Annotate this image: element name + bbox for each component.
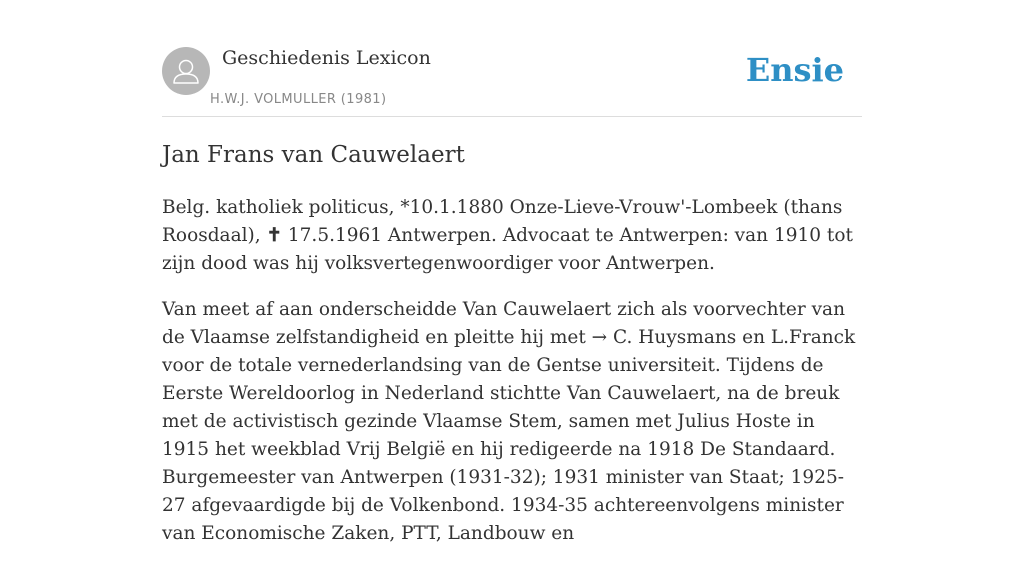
article-title: Jan Frans van Cauwelaert	[162, 142, 465, 168]
person-outline-icon	[162, 47, 210, 95]
lexicon-header	[162, 44, 862, 117]
reference-link-huysmans[interactable]: → C. Huysmans	[591, 327, 737, 348]
paragraph-text: Belg. katholiek politicus, *10.1.1880 Onze-Lieve-Vrouw'-Lombeek (thans Roosdaal),	[162, 197, 843, 246]
ensie-logo[interactable]: Ensie	[745, 51, 844, 89]
paragraph-text: en L.Franck voor de totale vernederlandsing van de Gentse universiteit. Tijdens de Eerste Wereldoorlog in Nederland stichtte Van Cauwelaert, na de breuk met de activistisch gezinde Vlaamse Stem, samen met Julius Hoste in 1915 het weekblad Vrij België en hij redigeerde na 1918 De Standaard. Burgemeester van Antwerpen (1931-32); 1931 minister van Staat; 1925-27 afgevaardigde bij de Volkenbond. 1934-35 achtereenvolgens minister van Economische Zaken, PTT, Landbouw en	[162, 327, 856, 544]
article	[162, 138, 862, 566]
article-paragraph-intro	[162, 194, 862, 278]
lexicon-author: H.W.J. VOLMULLER (1981)	[210, 92, 387, 107]
death-cross-icon: ✝	[266, 225, 283, 246]
article-paragraph-career	[162, 296, 862, 548]
user-avatar-icon[interactable]	[162, 47, 210, 95]
paragraph-text: 17.5.1961 Antwerpen. Advocaat te Antwerpen: van 1910 tot zijn dood was hij volksvertegenwoordiger voor Antwerpen.	[162, 225, 853, 274]
lexicon-title[interactable]: Geschiedenis Lexicon	[222, 47, 431, 69]
paragraph-text: Van meet af aan onderscheidde Van Cauwelaert zich als voorvechter van de Vlaamse zelfstandigheid en pleitte hij met	[162, 299, 846, 348]
